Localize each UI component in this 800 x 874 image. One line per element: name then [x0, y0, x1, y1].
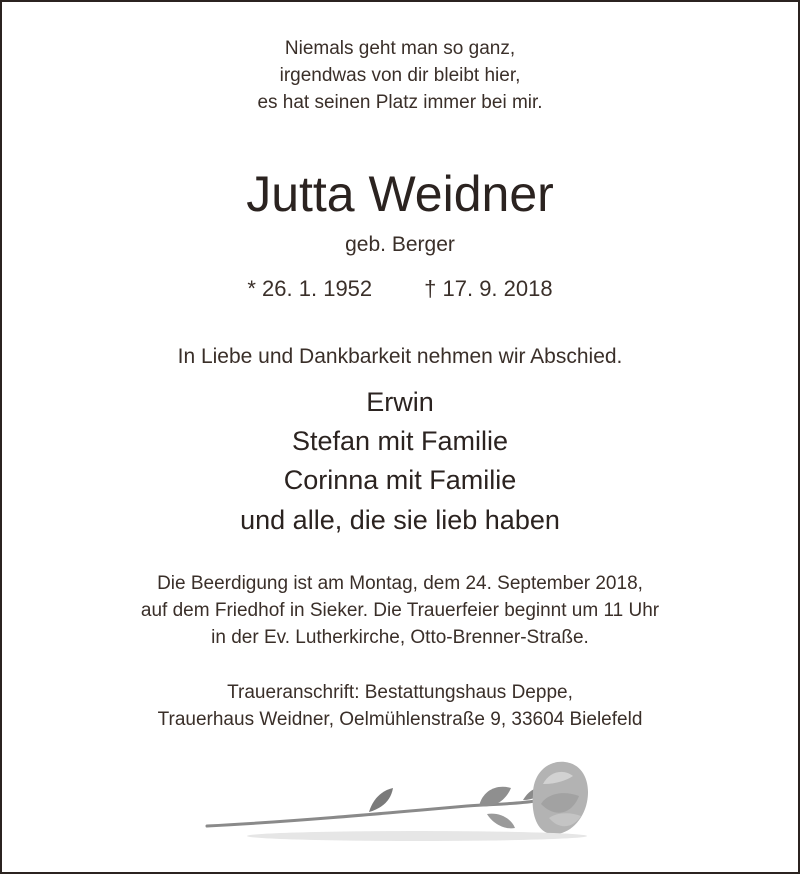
farewell-text: In Liebe und Dankbarkeit nehmen wir Abschied.: [177, 345, 623, 368]
poem-line: irgendwas von dir bleibt hier,: [279, 65, 521, 86]
poem-line: Niemals geht man so ganz,: [284, 38, 516, 59]
funeral-info-line: Die Beerdigung ist am Montag, dem 24. September 2018,: [157, 573, 643, 594]
address-line: Traueranschrift: Bestattungshaus Deppe,: [227, 682, 573, 703]
mourner-name: Corinna mit Familie: [283, 465, 517, 495]
poem-line: es hat seinen Platz immer bei mir.: [257, 92, 543, 113]
funeral-info-line: in der Ev. Lutherkirche, Otto-Brenner-Straße.: [211, 627, 589, 648]
address-line: Trauerhaus Weidner, Oelmühlenstraße 9, 33604 Bielefeld: [157, 709, 643, 730]
maiden-name: geb. Berger: [345, 233, 455, 256]
life-dates: [2, 275, 798, 303]
mourner-name: Stefan mit Familie: [291, 426, 509, 456]
birth-date: * 26. 1. 1952: [247, 276, 373, 301]
rose-icon: [197, 754, 597, 866]
mourner-name: und alle, die sie lieb haben: [240, 505, 560, 535]
mourner-name: Erwin: [366, 387, 434, 417]
deceased-name: Jutta Weidner: [246, 166, 554, 222]
funeral-info-line: auf dem Friedhof in Sieker. Die Trauerfeier beginnt um 11 Uhr: [140, 600, 660, 621]
death-date: † 17. 9. 2018: [424, 276, 553, 301]
